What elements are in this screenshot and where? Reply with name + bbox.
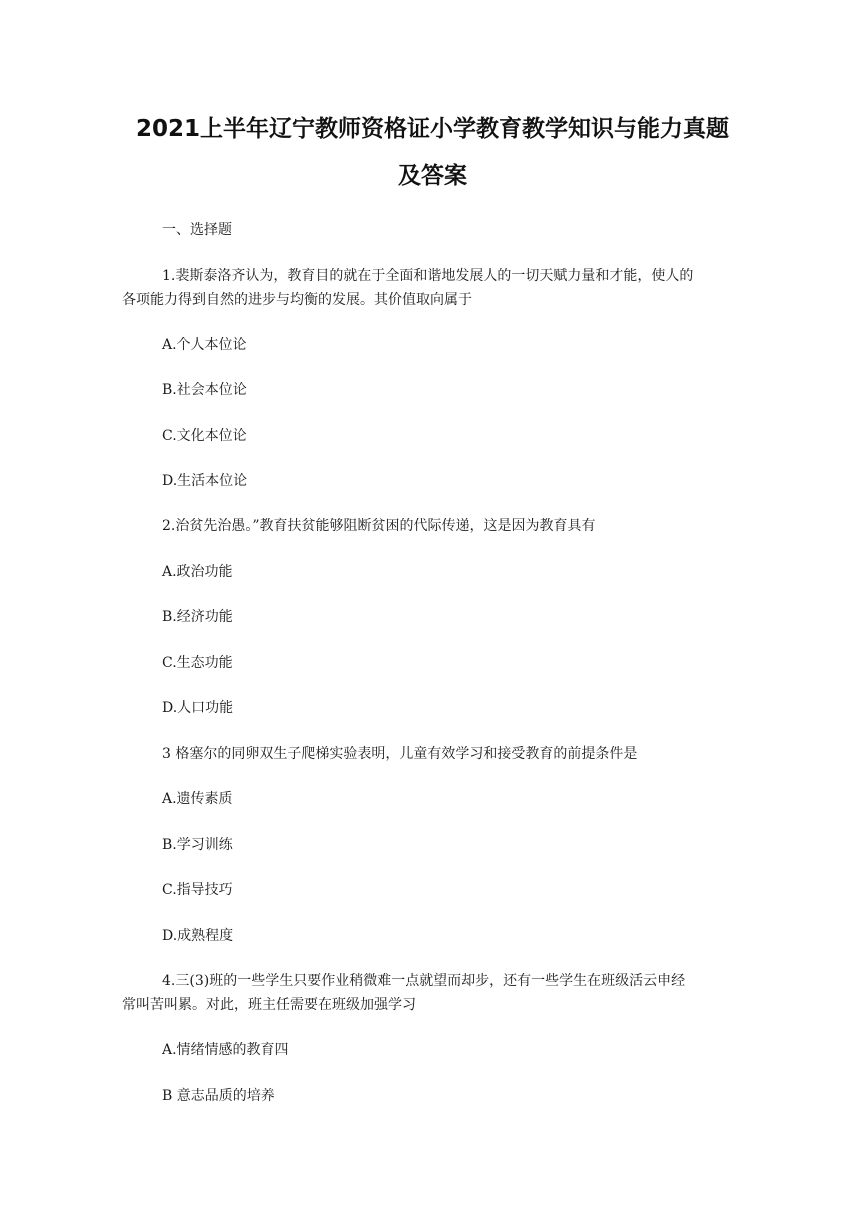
question-2-option-b: B.经济功能 bbox=[162, 609, 233, 625]
question-2-stem: 2.治贫先治愚。”教育扶贫能够阻断贫困的代际传递，这是因为教育具有 bbox=[162, 518, 596, 534]
question-2-option-a: A.政治功能 bbox=[162, 564, 233, 580]
document-title-line-1: 2021上半年辽宁教师资格证小学教育教学知识与能力真题 bbox=[135, 116, 729, 142]
question-1-option-c: C.文化本位论 bbox=[162, 428, 247, 444]
question-3-stem: 3 格塞尔的同卵双生子爬梯实验表明，儿童有效学习和接受教育的前提条件是 bbox=[162, 746, 638, 762]
question-4-option-b: B 意志品质的培养 bbox=[162, 1088, 275, 1104]
question-3-option-b: B.学习训练 bbox=[162, 837, 233, 853]
question-1-option-a: A.个人本位论 bbox=[162, 337, 247, 353]
question-1-option-d: D.生活本位论 bbox=[162, 473, 248, 489]
section-heading: 一、选择题 bbox=[162, 222, 232, 238]
question-3-option-c: C.指导技巧 bbox=[162, 882, 233, 898]
question-4-stem-line-1: 4.三(3)班的一些学生只要作业稍微难一点就望而却步，还有一些学生在班级活云申经 bbox=[162, 973, 686, 989]
question-2-option-c: C.生态功能 bbox=[162, 655, 233, 671]
question-4-option-a: A.情绪情感的教育四 bbox=[162, 1042, 289, 1058]
question-4-stem-line-2: 常叫苦叫累。对此，班主任需要在班级加强学习 bbox=[122, 997, 416, 1013]
question-2-option-d: D.人口功能 bbox=[162, 700, 234, 716]
document-title-line-2: 及答案 bbox=[398, 163, 467, 189]
question-1-stem-line-1: 1.裴斯泰洛齐认为，教育目的就在于全面和谐地发展人的一切天赋力量和才能，使人的 bbox=[162, 268, 694, 284]
question-1-option-b: B.社会本位论 bbox=[162, 382, 247, 398]
question-3-option-d: D.成熟程度 bbox=[162, 928, 234, 944]
question-1-stem-line-2: 各项能力得到自然的进步与均衡的发展。其价值取向属于 bbox=[122, 292, 472, 308]
question-3-option-a: A.遗传素质 bbox=[162, 791, 233, 807]
